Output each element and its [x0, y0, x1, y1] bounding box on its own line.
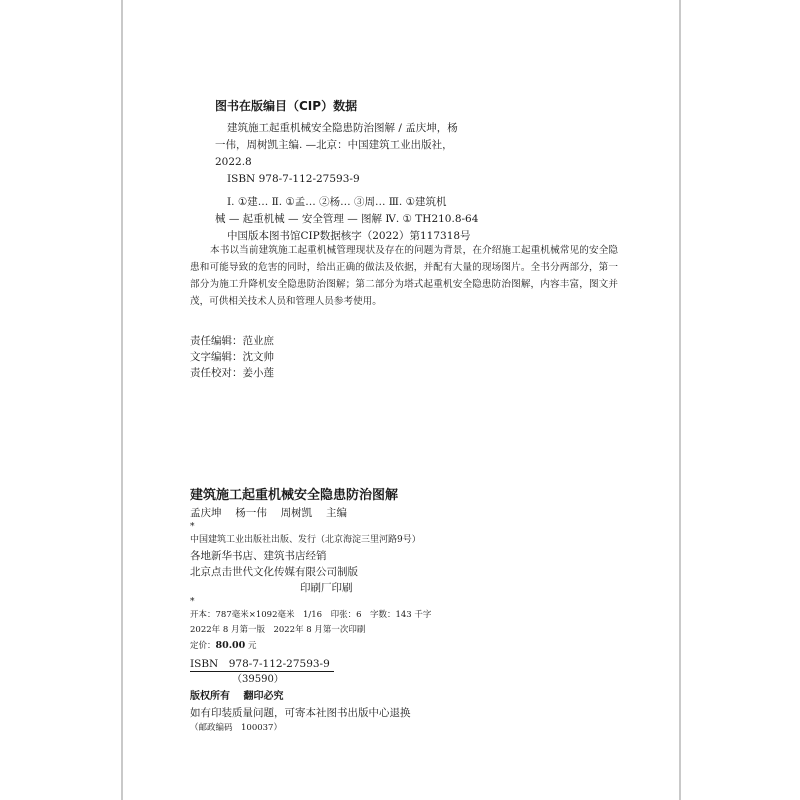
return-notice: 如有印装质量问题，可寄本社图书出版中心退换: [190, 707, 411, 719]
colophon: [190, 488, 610, 736]
price-value: 80.00: [215, 640, 246, 651]
price-unit: 元: [245, 641, 257, 651]
editor-credit: 责任编辑：范业庶: [190, 335, 274, 347]
cip-line: 建筑施工起重机械安全隐患防治图解 / 孟庆坤，杨: [227, 122, 458, 134]
separator-star: *: [190, 597, 195, 607]
book-title: 建筑施工起重机械安全隐患防治图解: [190, 488, 399, 503]
format-spec: 开本：787毫米×1092毫米 1/16 印张：6 字数：143 千字: [190, 610, 432, 620]
page-edge-right: [679, 0, 681, 800]
editor-credit: 责任校对：姜小莲: [190, 367, 274, 379]
price-line: [190, 638, 610, 654]
cip-line: 中国版本图书馆CIP数据核字（2022）第117318号: [227, 230, 471, 242]
editor-credits: [190, 333, 274, 381]
printer-line: 印刷厂印刷: [300, 582, 353, 594]
isbn: ISBN 978-7-112-27593-9: [190, 657, 334, 672]
plate-maker-line: 北京点击世代文化传媒有限公司制版: [190, 566, 358, 578]
distributor-line: 各地新华书店、建筑书店经销: [190, 550, 327, 562]
cip-line: 2022.8: [215, 156, 252, 168]
cip-heading: 图书在版编目（CIP）数据: [215, 99, 358, 113]
copyright-page: [123, 0, 679, 800]
cip-line: ISBN 978-7-112-27593-9: [227, 173, 360, 185]
book-authors: 孟庆坤 杨一伟 周树凯 主编: [190, 507, 348, 519]
price-label: 定价：: [190, 641, 216, 651]
book-code: （39590）: [232, 674, 284, 685]
rights-notice: 版权所有 翻印必究: [190, 691, 284, 702]
postal-code: （邮政编码 100037）: [190, 723, 282, 733]
separator-star: *: [190, 522, 195, 532]
edition-line: 2022年 8 月第一版 2022年 8 月第一次印刷: [190, 625, 366, 635]
cip-record: [215, 120, 525, 245]
book-summary: 本书以当前建筑施工起重机械管理现状及存在的问题为背景，在介绍施工起重机械常见的安全隐患和可能导致的危害的同时，给出正确的做法及依据，并配有大量的现场图片。全书分两部分，第一部分为施工升降机安全隐患防治图解；第二部分为塔式起重机安全隐患防治图解，内容丰富，图文并茂，可供相关技术人员和管理人员参考使用。: [190, 245, 618, 307]
publisher-line: 中国建筑工业出版社出版、发行（北京海淀三里河路9号）: [190, 535, 421, 545]
cip-line: 械 — 起重机械 — 安全管理 — 图解 Ⅳ. ① TH210.8-64: [215, 213, 479, 225]
cip-line: 一伟，周树凯主编. —北京：中国建筑工业出版社，: [215, 139, 453, 151]
editor-credit: 文字编辑：沈文帅: [190, 351, 274, 363]
cip-line: Ⅰ. ①建… Ⅱ. ①孟… ②杨… ③周… Ⅲ. ①建筑机: [227, 196, 447, 208]
